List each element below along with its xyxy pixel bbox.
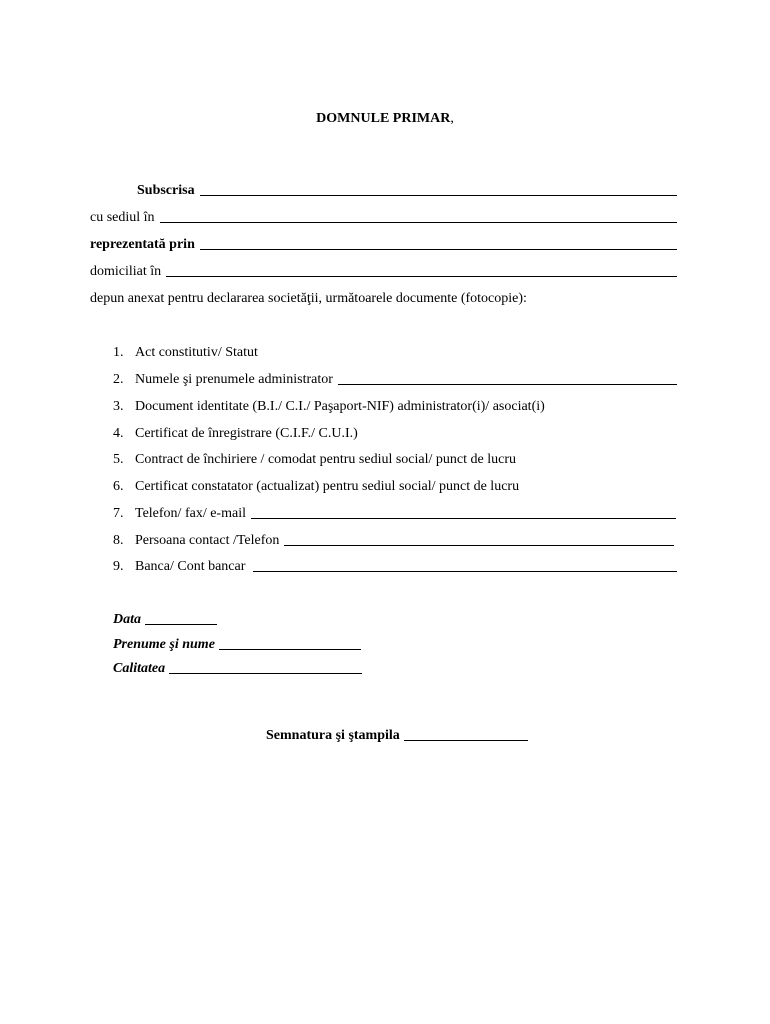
prenume-nume-input-line[interactable]	[219, 638, 361, 650]
reprezentata-field[interactable]	[90, 236, 677, 254]
sediul-field[interactable]	[90, 209, 677, 227]
list-item-text: Contract de închiriere / comodat pentru sediul social/ punct de lucru	[135, 452, 516, 467]
list-item	[113, 344, 258, 362]
data-input-line[interactable]	[145, 613, 217, 625]
reprezentata-input-line[interactable]	[200, 238, 677, 250]
list-item[interactable]	[113, 558, 677, 576]
list-item-text: Certificat constatator (actualizat) pentru sediul social/ punct de lucru	[135, 479, 520, 494]
domiciliat-input-line[interactable]	[166, 265, 677, 277]
list-item	[113, 451, 516, 469]
list-item-text: Numele şi prenumele administrator	[135, 372, 333, 387]
list-item[interactable]	[113, 505, 676, 523]
intro-text: depun anexat pentru declararea societăţii, următoarele documente (fotocopie):	[90, 291, 527, 306]
domiciliat-label: domiciliat în	[90, 264, 162, 279]
sediul-label: cu sediul în	[90, 210, 155, 225]
title-comma: ,	[450, 111, 454, 126]
signature-input-line[interactable]	[404, 729, 528, 741]
list-item-number: 6.	[113, 479, 124, 494]
list-item-number: 3.	[113, 399, 124, 414]
list-item[interactable]	[113, 532, 674, 550]
document-title	[0, 111, 770, 127]
list-item-number: 5.	[113, 452, 124, 467]
prenume-nume-label: Prenume şi nume	[113, 637, 215, 652]
signature-field[interactable]	[266, 727, 528, 745]
administrator-input-line[interactable]	[338, 373, 677, 385]
list-item-text: Persoana contact /Telefon	[135, 533, 280, 548]
list-item-text: Document identitate (B.I./ C.I./ Paşaport-NIF) administrator(i)/ asociat(i)	[135, 399, 545, 414]
list-item-number: 7.	[113, 506, 124, 521]
prenume-nume-field[interactable]	[113, 636, 361, 654]
subscrisa-field[interactable]	[137, 182, 677, 200]
calitatea-field[interactable]	[113, 660, 362, 678]
title-text: DOMNULE PRIMAR	[316, 111, 451, 126]
telefon-input-line[interactable]	[251, 507, 676, 519]
persoana-contact-input-line[interactable]	[284, 534, 674, 546]
data-label: Data	[113, 612, 141, 627]
list-item-text: Certificat de înregistrare (C.I.F./ C.U.I.)	[135, 426, 358, 441]
list-item-number: 2.	[113, 372, 124, 387]
signature-label: Semnatura şi ştampila	[266, 728, 400, 743]
calitatea-input-line[interactable]	[169, 662, 362, 674]
list-item-number: 4.	[113, 426, 124, 441]
list-item-number: 8.	[113, 533, 124, 548]
list-item-number: 9.	[113, 559, 124, 574]
sediul-input-line[interactable]	[160, 211, 677, 223]
subscrisa-label: Subscrisa	[137, 183, 195, 198]
list-item-text: Telefon/ fax/ e-mail	[135, 506, 246, 521]
list-item-text: Banca/ Cont bancar	[135, 559, 246, 574]
list-item	[113, 398, 545, 416]
reprezentata-label: reprezentată prin	[90, 237, 195, 252]
list-item[interactable]	[113, 371, 677, 389]
list-item-text: Act constitutiv/ Statut	[135, 345, 258, 360]
list-item-number: 1.	[113, 345, 124, 360]
data-field[interactable]	[113, 611, 217, 629]
calitatea-label: Calitatea	[113, 661, 166, 676]
domiciliat-field[interactable]	[90, 263, 677, 281]
list-item	[113, 425, 358, 443]
banca-input-line[interactable]	[253, 560, 677, 572]
list-item	[113, 478, 519, 496]
subscrisa-input-line[interactable]	[200, 184, 677, 196]
